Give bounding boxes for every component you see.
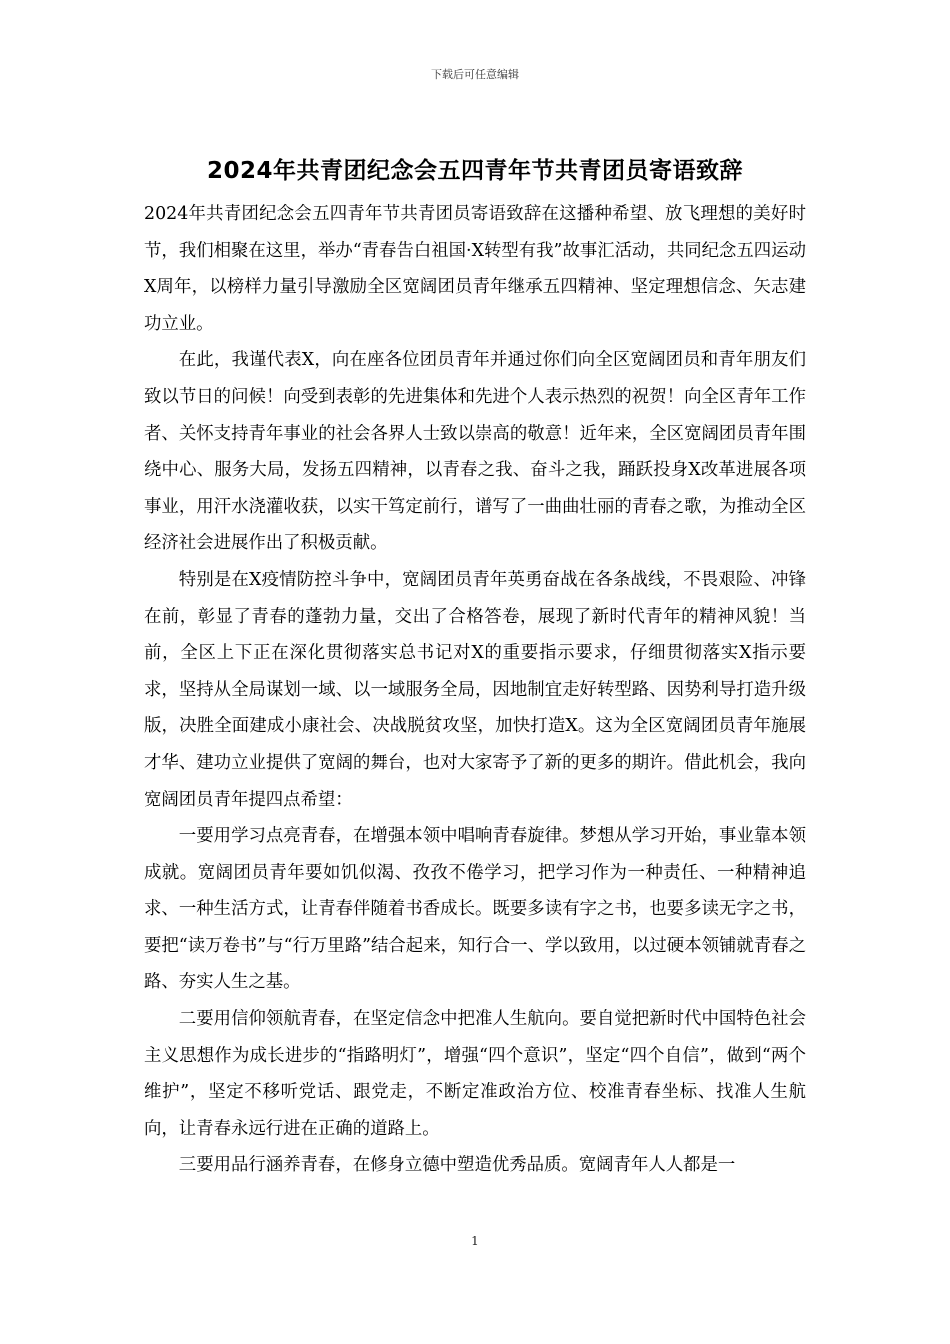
page-number: 1 <box>471 1234 479 1248</box>
paragraph-4: 一要用学习点亮青春，在增强本领中唱响青春旋律。梦想从学习开始，事业靠本领成就。宽阔团员青年要如饥似渴、孜孜不倦学习，把学习作为一种责任、一种精神追求、一种生活方式，让青春伴随着书香成长。既要多读有字之书，也要多读无字之书，要把“读万卷书”与“行万里路”结合起来，知行合一、学以致用，以过硬本领铺就青春之路、夯实人生之基。 <box>144 826 806 993</box>
paragraph-5: 二要用信仰领航青春，在坚定信念中把准人生航向。要自觉把新时代中国特色社会主义思想作为成长进步的“指路明灯”，增强“四个意识”，坚定“四个自信”，做到“两个维护”，坚定不移听党话、跟党走，不断定准政治方位、校准青春坐标、找准人生航向，让青春永远行进在正确的道路上。 <box>144 1009 806 1139</box>
paragraph-1: 2024年共青团纪念会五四青年节共青团员寄语致辞在这播种希望、放飞理想的美好时节，我们相聚在这里，举办“青春告白祖国·X转型有我”故事汇活动，共同纪念五四运动X周年，以榜样力量引导激励全区宽阔团员青年继承五四精神、坚定理想信念、矢志建功立业。 <box>144 204 806 334</box>
document-title: 2024年共青团纪念会五四青年节共青团员寄语致辞 <box>206 158 743 184</box>
paragraph-2: 在此，我谨代表X，向在座各位团员青年并通过你们向全区宽阔团员和青年朋友们致以节日的问候！向受到表彰的先进集体和先进个人表示热烈的祝贺！向全区青年工作者、关怀支持青年事业的社会各界人士致以崇高的敬意！近年来，全区宽阔团员青年围绕中心、服务大局，发扬五四精神，以青春之我、奋斗之我，踊跃投身X改革进展各项事业，用汗水浇灌收获，以实干笃定前行，谱写了一曲曲壮丽的青春之歌，为推动全区经济社会进展作出了积极贡献。 <box>144 350 806 554</box>
header-note: 下载后可任意编辑 <box>431 68 519 81</box>
paragraph-6: 三要用品行涵养青春，在修身立德中塑造优秀品质。宽阔青年人人都是一 <box>178 1155 736 1176</box>
document-body <box>144 196 806 1184</box>
paragraph-3: 特别是在X疫情防控斗争中，宽阔团员青年英勇奋战在各条战线，不畏艰险、冲锋在前，彰显了青春的蓬勃力量，交出了合格答卷，展现了新时代青年的精神风貌！当前，全区上下正在深化贯彻落实总书记对X的重要指示要求，仔细贯彻落实X指示要求，坚持从全局谋划一域、以一域服务全局，因地制宜走好转型路、因势利导打造升级版，决胜全面建成小康社会、决战脱贫攻坚，加快打造X。这为全区宽阔团员青年施展才华、建功立业提供了宽阔的舞台，也对大家寄予了新的更多的期许。借此机会，我向宽阔团员青年提四点希望： <box>144 569 806 810</box>
